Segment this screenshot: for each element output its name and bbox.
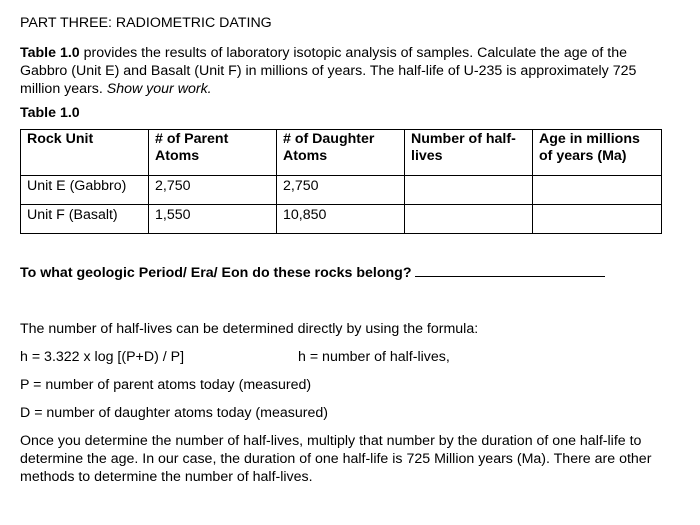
- intro-text: provides the results of laboratory isotopic analysis of samples. Calculate the age of the Gabbro (Unit E) and Basalt (Unit F) in millions of years. The half-life of U-235 is approximately 725 million years.: [20, 45, 637, 97]
- formula-line: [20, 348, 670, 366]
- intro-table-ref: Table 1.0: [20, 45, 80, 61]
- table-row: [21, 205, 662, 234]
- geologic-time-question: [20, 262, 670, 282]
- section-heading: PART THREE: RADIOMETRIC DATING: [20, 15, 272, 31]
- header-parent-atoms: # of Parent Atoms: [149, 130, 277, 176]
- header-rock-unit: Rock Unit: [21, 130, 149, 176]
- cell-rock-unit: Unit E (Gabbro): [21, 176, 149, 205]
- p-definition: P = number of parent atoms today (measured): [20, 377, 312, 393]
- cell-daughter-atoms: 10,850: [277, 205, 405, 234]
- formula-intro: The number of half-lives can be determined directly by using the formula:: [20, 321, 479, 337]
- header-daughter-atoms: # of Daughter Atoms: [277, 130, 405, 176]
- cell-rock-unit: Unit F (Basalt): [21, 205, 149, 234]
- intro-instruction: Show your work.: [106, 81, 212, 97]
- answer-blank[interactable]: [415, 262, 605, 277]
- cell-half-lives[interactable]: [405, 205, 533, 234]
- cell-half-lives[interactable]: [405, 176, 533, 205]
- cell-daughter-atoms: 2,750: [277, 176, 405, 205]
- table-header-row: [21, 130, 662, 176]
- header-half-lives: Number of half-lives: [405, 130, 533, 176]
- cell-parent-atoms: 1,550: [149, 205, 277, 234]
- closing-paragraph: Once you determine the number of half-lives, multiply that number by the duration of one half-life to determine the age. In our case, the duration of one half-life is 725 Million years (Ma). There are other methods to determine the number of half-lives.: [20, 433, 652, 485]
- question-text: To what geologic Period/ Era/ Eon do these rocks belong?: [20, 265, 412, 281]
- h-definition: h = number of half-lives,: [298, 349, 450, 365]
- d-definition: D = number of daughter atoms today (measured): [20, 405, 328, 421]
- table-title: Table 1.0: [20, 105, 80, 121]
- header-age: Age in millions of years (Ma): [533, 130, 662, 176]
- cell-age[interactable]: [533, 205, 662, 234]
- table-row: [21, 176, 662, 205]
- cell-parent-atoms: 2,750: [149, 176, 277, 205]
- half-life-formula: h = 3.322 x log [(P+D) / P]: [20, 349, 185, 365]
- cell-age[interactable]: [533, 176, 662, 205]
- intro-paragraph: [20, 44, 670, 98]
- isotope-table: [20, 129, 662, 234]
- worksheet-page: [20, 14, 670, 486]
